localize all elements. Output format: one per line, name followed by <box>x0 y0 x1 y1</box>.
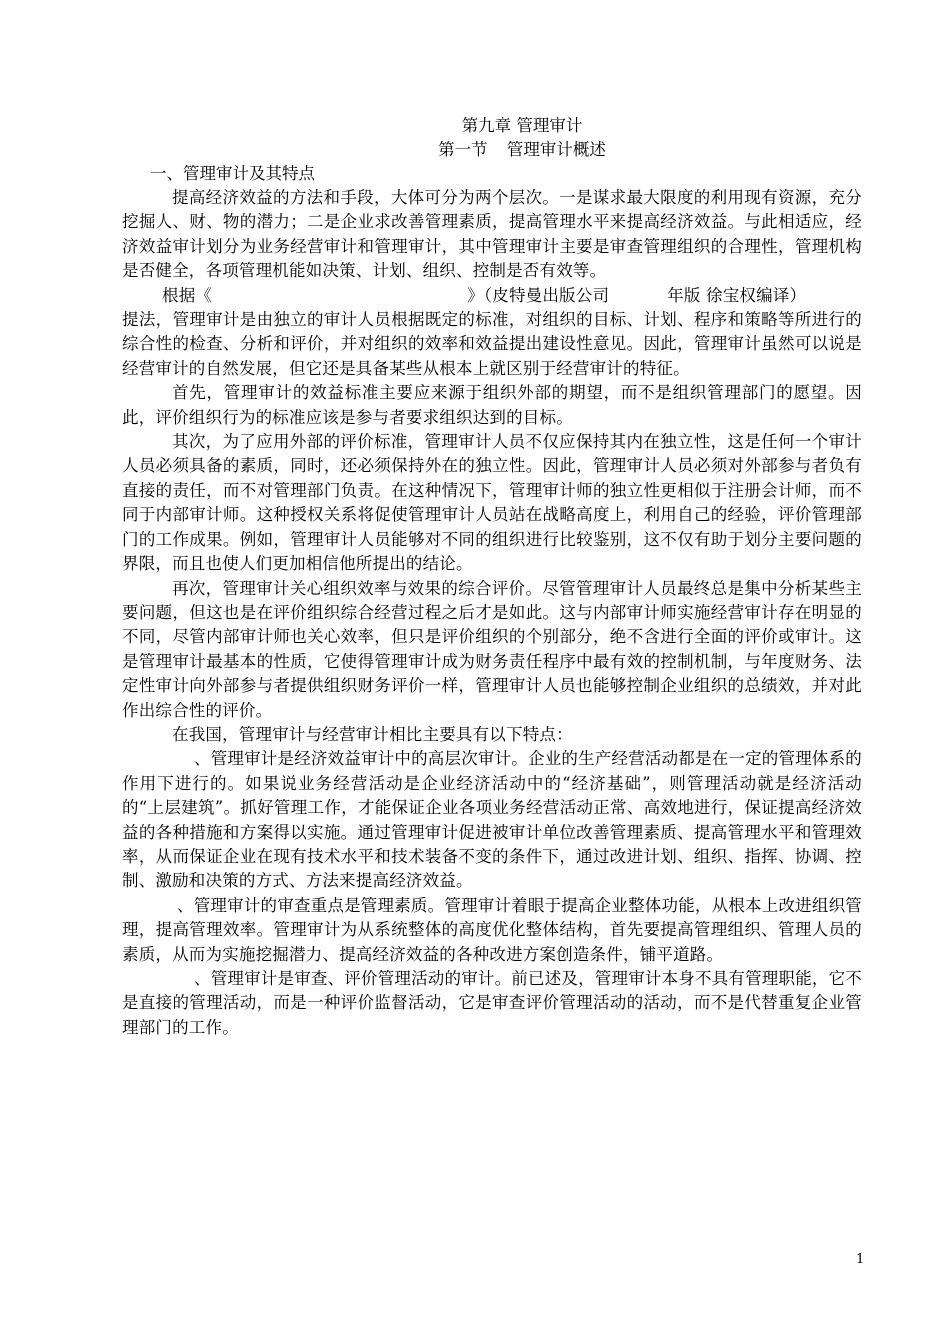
reference-part-a: 根据《 <box>162 285 213 305</box>
document-page <box>122 114 862 1040</box>
section-title: 第一节 管理审计概述 <box>438 140 606 159</box>
page-number: 1 <box>856 1252 865 1267</box>
paragraph-intro: 提高经济效益的方法和手段，大体可分为两个层次。一是谋求最大限度的利用现有资源，充分挖掘人、财、物的潜力；二是企业求改善管理素质，提高管理水平来提高经济效益。与此相适应，经济效益审计划分为业务经营审计和管理审计，其中管理审计主要是审查管理组织的合理性，管理机构是否健全，各项管理机能如决策、计划、组织、控制是否有效等。 <box>122 188 862 281</box>
section-heading: 一、管理审计及其特点 <box>150 164 315 183</box>
chapter-title: 第九章 管理审计 <box>461 116 583 135</box>
reference-part-c: 年版 徐宝权编译） <box>667 285 807 305</box>
reference-part-b: 》（皮特曼出版公司 <box>467 285 610 305</box>
paragraph-feature-3: 、管理审计是审查、评价管理活动的审计。前已述及，管理审计本身不具有管理职能，它不是直接的管理活动，而是一种评价监督活动，它是审查评价管理活动的活动，而不是代替重复企业管理部门的工作。 <box>122 969 862 1037</box>
paragraph-feature-1: 、管理审计是经济效益审计中的高层次审计。企业的生产经营活动都是在一定的管理体系的作用下进行的。如果说业务经营活动是企业经济活动中的“经济基础”，则管理活动就是经济活动的“上层建筑”。抓好管理工作，才能保证企业各项业务经营活动正常、高效地进行，保证提高经济效益的各种措施和方案得以实施。通过管理审计促进被审计单位改善管理素质、提高管理水平和管理效率，从而保证企业在现有技术水平和技术装备不变的条件下，通过改进计划、组织、指挥、协调、控制、激励和决策的方式、方法来提高经济效益。 <box>122 749 862 891</box>
paragraph-feature-2: 、管理审计的审查重点是管理素质。管理审计着眼于提高企业整体功能，从根本上改进组织管理，提高管理效率。管理审计为从系统整体的高度优化整体结构，首先要提高管理组织、管理人员的素质，从而为实施挖掘潜力、提高经济效益的各种改进方案创造条件，铺平道路。 <box>122 895 862 964</box>
paragraph-features-intro: 在我国，管理审计与经营审计相比主要具有以下特点： <box>172 724 573 744</box>
paragraph-third: 再次，管理审计关心组织效率与效果的综合评价。尽管管理审计人员最终总是集中分析某些主要问题，但这也是在评价组织综合经营过程之后才是如此。这与内部审计师实施经营审计存在明显的不同，尽管内部审计师也关心效率，但只是评价组织的个别部分，绝不含进行全面的评价或审计。这是管理审计最基本的性质，它使得管理审计成为财务责任程序中最有效的控制机制，与年度财务、法定性审计向外部参与者提供组织财务评价一样，管理审计人员也能够控制企业组织的总绩效，并对此作出综合性的评价。 <box>122 578 862 720</box>
paragraph-definition: 提法，管理审计是由独立的审计人员根据既定的标准，对组织的目标、计划、程序和策略等所进行的综合性的检查、分析和评价，并对组织的效率和效益提出建设性意见。因此，管理审计虽然可以说是经营审计的自然发展，但它还是具备某些从根本上就区别于经营审计的特征。 <box>122 310 862 378</box>
paragraph-first: 首先，管理审计的效益标准主要应来源于组织外部的期望，而不是组织管理部门的愿望。因此，评价组织行为的标准应该是参与者要求组织达到的目标。 <box>122 383 862 427</box>
paragraph-second: 其次，为了应用外部的评价标准，管理审计人员不仅应保持其内在独立性，这是任何一个审计人员必须具备的素质，同时，还必须保持外在的独立性。因此，管理审计人员必须对外部参与者负有直接的责任，而不对管理部门负责。在这种情况下，管理审计师的独立性更相似于注册会计师，而不同于内部审计师。这种授权关系将促使管理审计人员站在战略高度上，利用自己的经验，评价管理部门的工作成果。例如，管理审计人员能够对不同的组织进行比较鉴别，这不仅有助于划分主要问题的界限，而且也使人们更加相信他所提出的结论。 <box>122 432 862 574</box>
reference-line <box>122 284 862 308</box>
